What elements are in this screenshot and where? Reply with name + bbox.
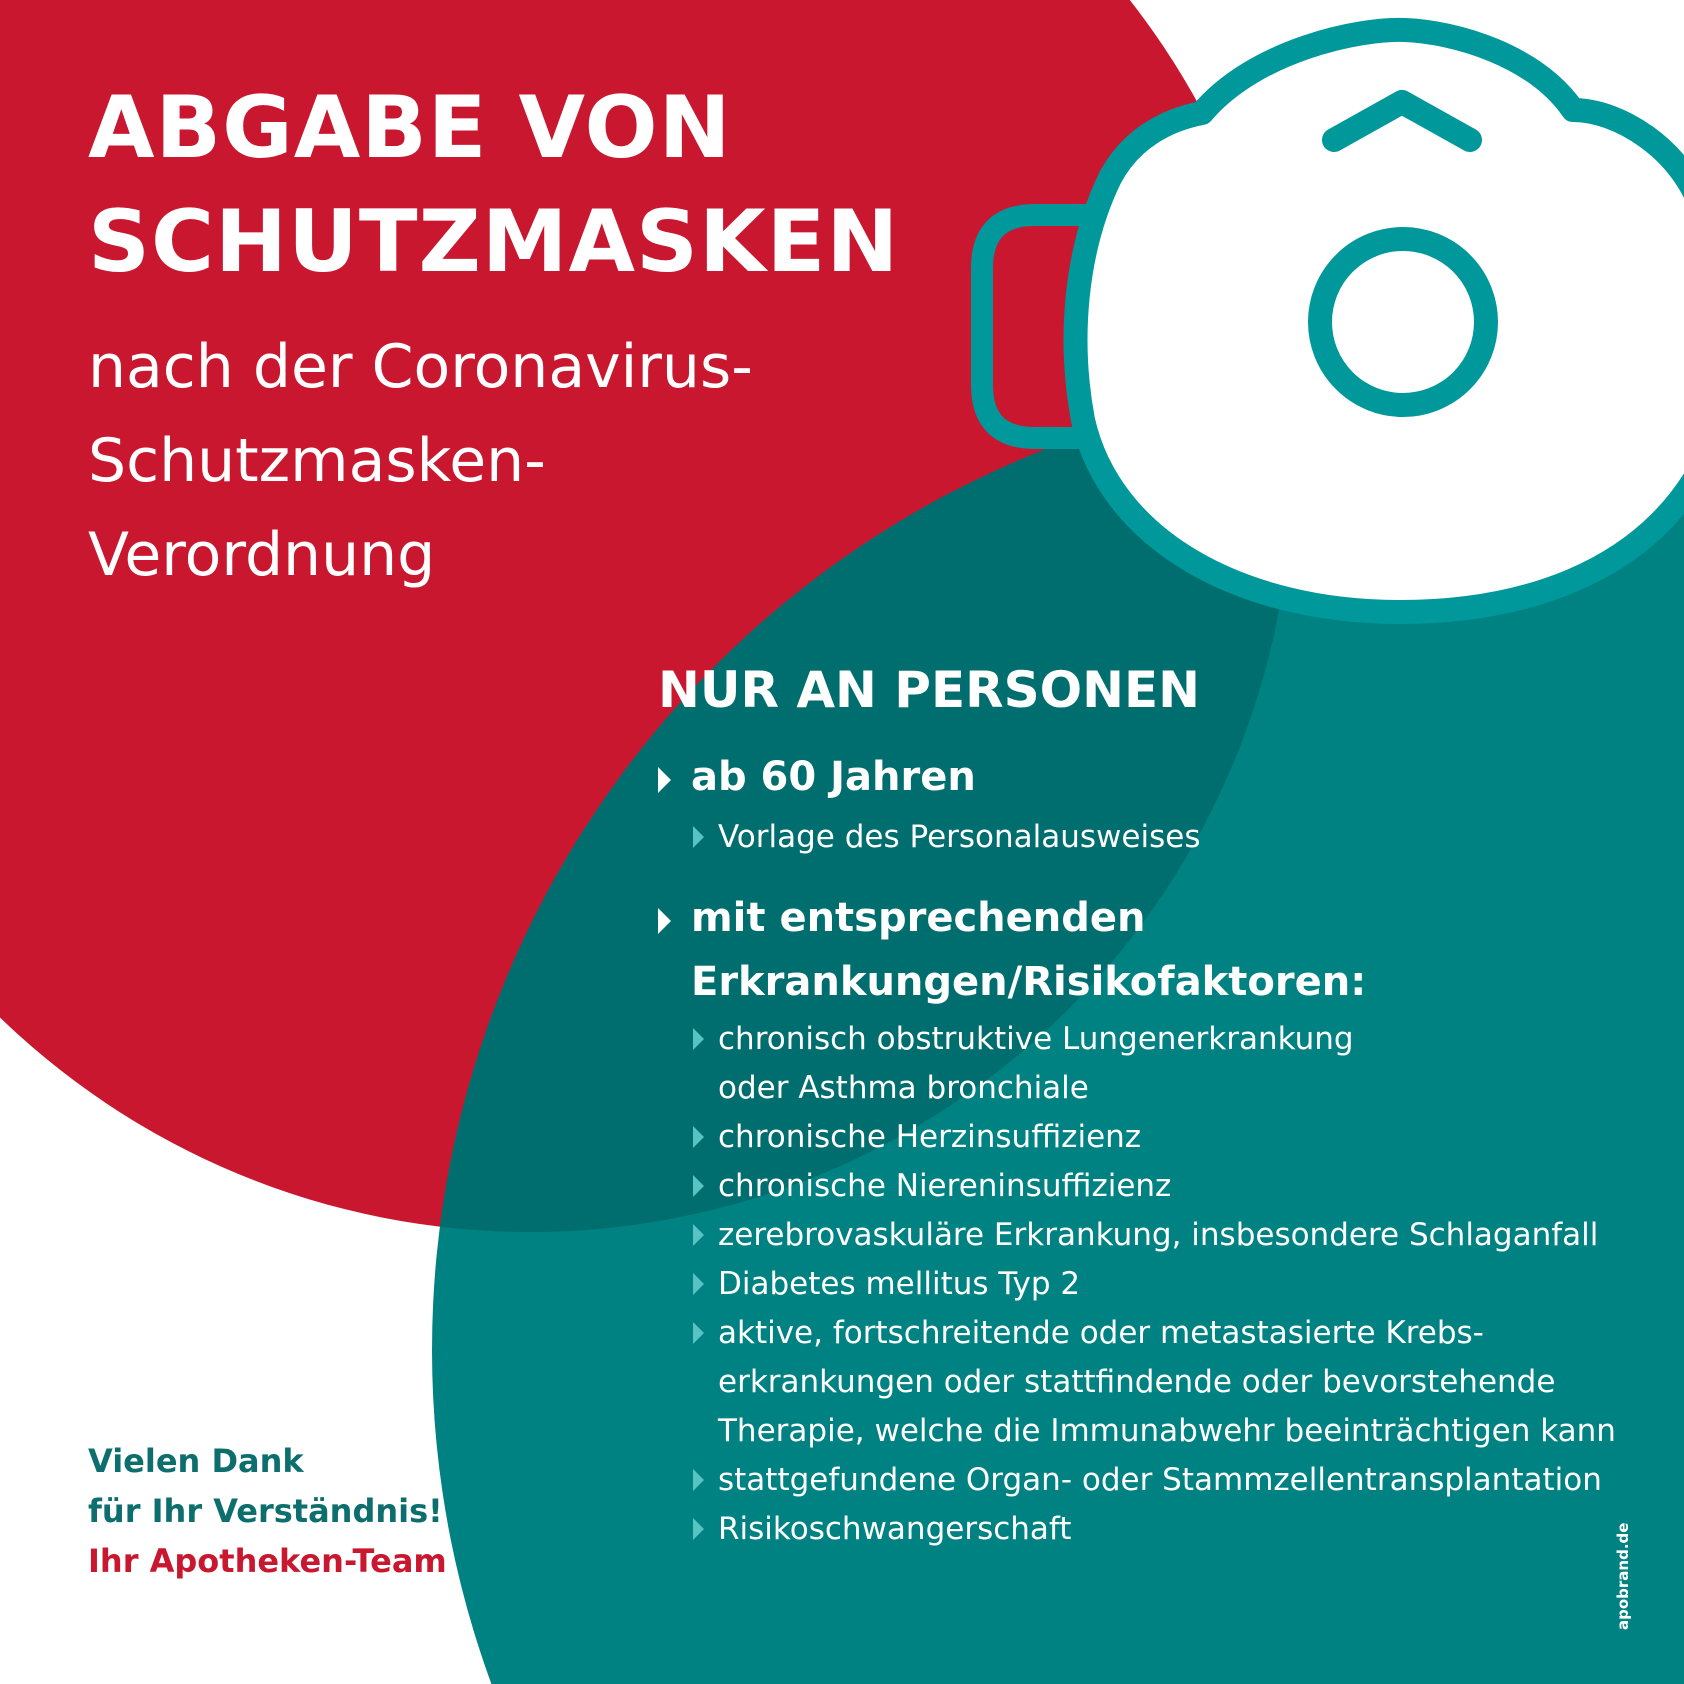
- title-line-2: SCHUTZMASKEN: [88, 192, 900, 292]
- subtitle-line: Schutzmasken-: [88, 426, 546, 496]
- thanks-line-2: für Ihr Verständnis!: [88, 1492, 443, 1530]
- thanks-line-1: Vielen Dank: [88, 1442, 304, 1480]
- arrow-right-icon: [693, 1126, 704, 1148]
- list-item-line: oder Asthma bronchiale: [718, 1070, 1089, 1106]
- list-item-line: zerebrovaskuläre Erkrankung, insbesondere Schlaganfall: [718, 1217, 1599, 1253]
- title-line-1: ABGABE VON: [88, 78, 732, 178]
- list-item-line: Therapie, welche die Immunabwehr beeinträchtigen kann: [718, 1413, 1616, 1449]
- list-item-line: chronisch obstruktive Lungenerkrankung: [718, 1021, 1354, 1057]
- list-item: [690, 1162, 1171, 1211]
- arrow-right-icon: [693, 826, 704, 848]
- subtitle: [88, 320, 753, 602]
- arrow-right-icon: [693, 1224, 704, 1246]
- group-label-age: [658, 745, 976, 809]
- arrow-right-icon: [693, 1175, 704, 1197]
- arrow-right-icon: [693, 1322, 704, 1344]
- footer-credit: apobrand.de: [1614, 1522, 1632, 1630]
- list-item-line: stattgefundene Organ- oder Stammzellentransplantation: [718, 1462, 1602, 1498]
- list-item-line: Vorlage des Personalausweises: [718, 819, 1201, 855]
- list-item-line: chronische Niereninsuffizienz: [718, 1168, 1172, 1204]
- list-item: [690, 1015, 1354, 1113]
- arrow-right-icon: [658, 908, 671, 934]
- group-label-line: ab 60 Jahren: [691, 754, 976, 800]
- list-item: [690, 813, 1200, 862]
- list-item-line: chronische Herzinsuffizienz: [718, 1119, 1142, 1155]
- list-item: [690, 1260, 1080, 1309]
- subtitle-line: Verordnung: [88, 520, 436, 590]
- list-item-line: Diabetes mellitus Typ 2: [718, 1266, 1081, 1302]
- team-signature: Ihr Apotheken-Team: [88, 1542, 447, 1580]
- arrow-right-icon: [693, 1518, 704, 1540]
- subtitle-line: nach der Coronavirus-: [88, 332, 753, 402]
- list-item: [690, 1113, 1141, 1162]
- list-item: [690, 1211, 1598, 1260]
- arrow-right-icon: [693, 1469, 704, 1491]
- arrow-right-icon: [693, 1028, 704, 1050]
- list-item: [690, 1456, 1602, 1505]
- list-item-line: Risikoschwangerschaft: [718, 1511, 1072, 1547]
- group-label-line: Erkrankungen/Risikofaktoren:: [691, 959, 1367, 1005]
- list-item-line: erkrankungen oder stattfindende oder bevorstehende: [718, 1364, 1556, 1400]
- group-label-line: mit entsprechenden: [691, 895, 1146, 941]
- arrow-right-icon: [693, 1273, 704, 1295]
- list-item: [690, 1309, 1616, 1456]
- section-heading: NUR AN PERSONEN: [658, 661, 1200, 719]
- arrow-right-icon: [658, 767, 671, 793]
- list-item-line: aktive, fortschreitende oder metastasierte Krebs-: [718, 1315, 1484, 1351]
- group-label-conditions: [658, 886, 1366, 1014]
- list-item: [690, 1505, 1071, 1554]
